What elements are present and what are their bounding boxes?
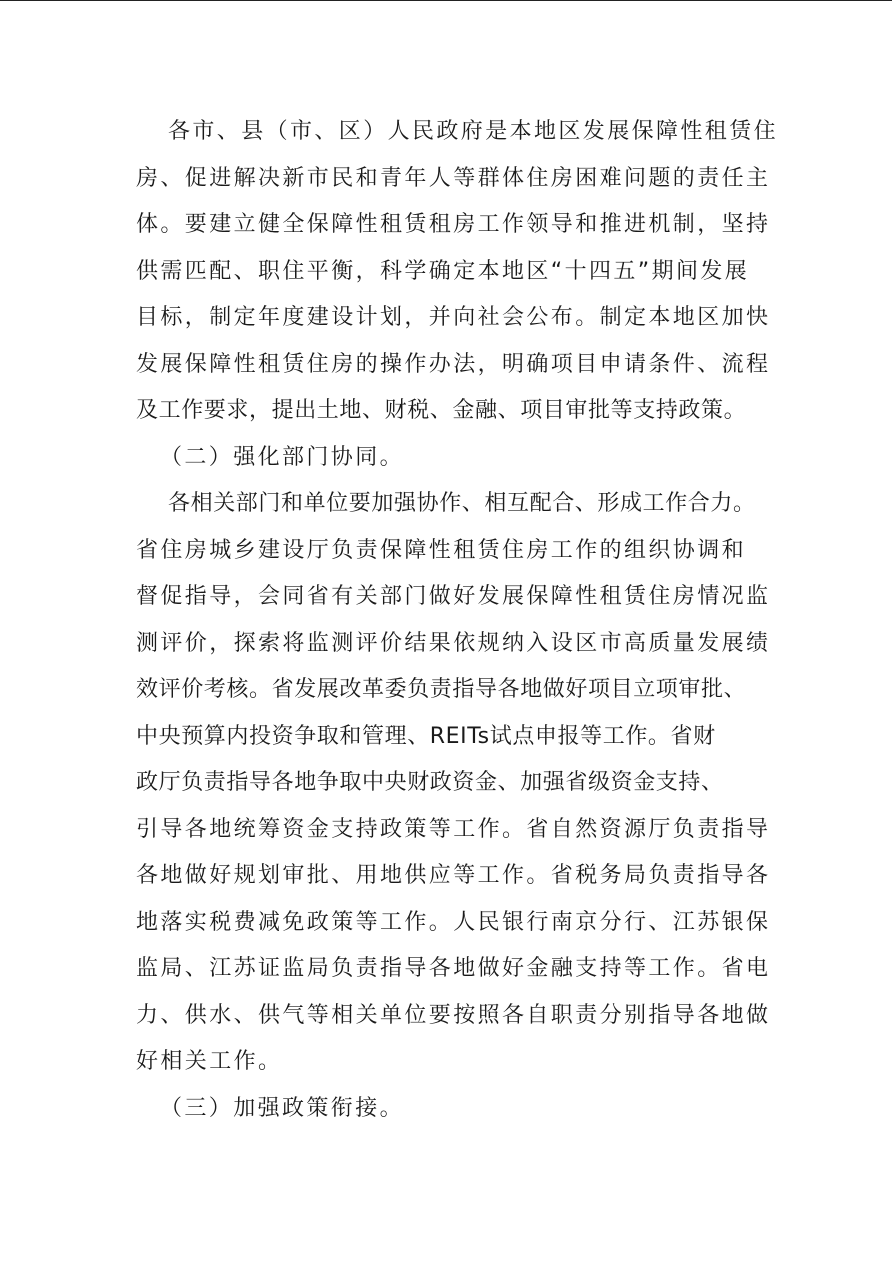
paragraph-line: 效评价考核。省发展改革委负责指导各地做好项目立项审批、 — [136, 677, 747, 702]
paragraph-line: 引导各地统筹资金支持政策等工作。省自然资源厅负责指导 — [136, 817, 771, 842]
section-heading: （二）强化部门协同。 — [160, 445, 405, 470]
paragraph-line: 中央预算内投资争取和管理、REITs试点申报等工作。省财 — [136, 724, 716, 749]
paragraph-line: 各相关部门和单位要加强协作、相互配合、形成工作合力。 — [168, 491, 756, 516]
paragraph-line: 体。要建立健全保障性租赁租房工作领导和推进机制，坚持 — [136, 212, 771, 237]
paragraph-line: 地落实税费减免政策等工作。人民银行南京分行、江苏银保 — [136, 910, 771, 935]
paragraph-line: 监局、江苏证监局负责指导各地做好金融支持等工作。省电 — [136, 956, 771, 981]
paragraph-line: 督促指导，会同省有关部门做好发展保障性租赁住房情况监 — [136, 584, 771, 609]
paragraph-line: 省住房城乡建设厅负责保障性租赁住房工作的组织协调和 — [136, 538, 747, 563]
paragraph-line: 力、供水、供气等相关单位要按照各自职责分别指导各地做 — [136, 1003, 771, 1028]
paragraph-line: 房、促进解决新市民和青年人等群体住房困难问题的责任主 — [136, 166, 771, 191]
paragraph-line: 各市、县（市、区）人民政府是本地区发展保障性租赁住 — [168, 119, 779, 144]
paragraph-line: 测评价，探索将监测评价结果依规纳入设区市高质量发展绩 — [136, 631, 771, 656]
paragraph-line: 好相关工作。 — [136, 1049, 283, 1074]
section-heading: （三）加强政策衔接。 — [160, 1096, 405, 1121]
paragraph-line: 目标，制定年度建设计划，并向社会公布。制定本地区加快 — [136, 305, 771, 330]
paragraph-line: 及工作要求，提出土地、财税、金融、项目审批等支持政策。 — [136, 398, 747, 423]
paragraph-line: 发展保障性租赁住房的操作办法，明确项目申请条件、流程 — [136, 352, 771, 377]
paragraph-line: 各地做好规划审批、用地供应等工作。省税务局负责指导各 — [136, 863, 771, 888]
paragraph-line: 供需匹配、职住平衡，科学确定本地区“十四五”期间发展 — [136, 259, 750, 284]
paragraph-line: 政厅负责指导各地争取中央财政资金、加强省级资金支持、 — [136, 770, 724, 795]
